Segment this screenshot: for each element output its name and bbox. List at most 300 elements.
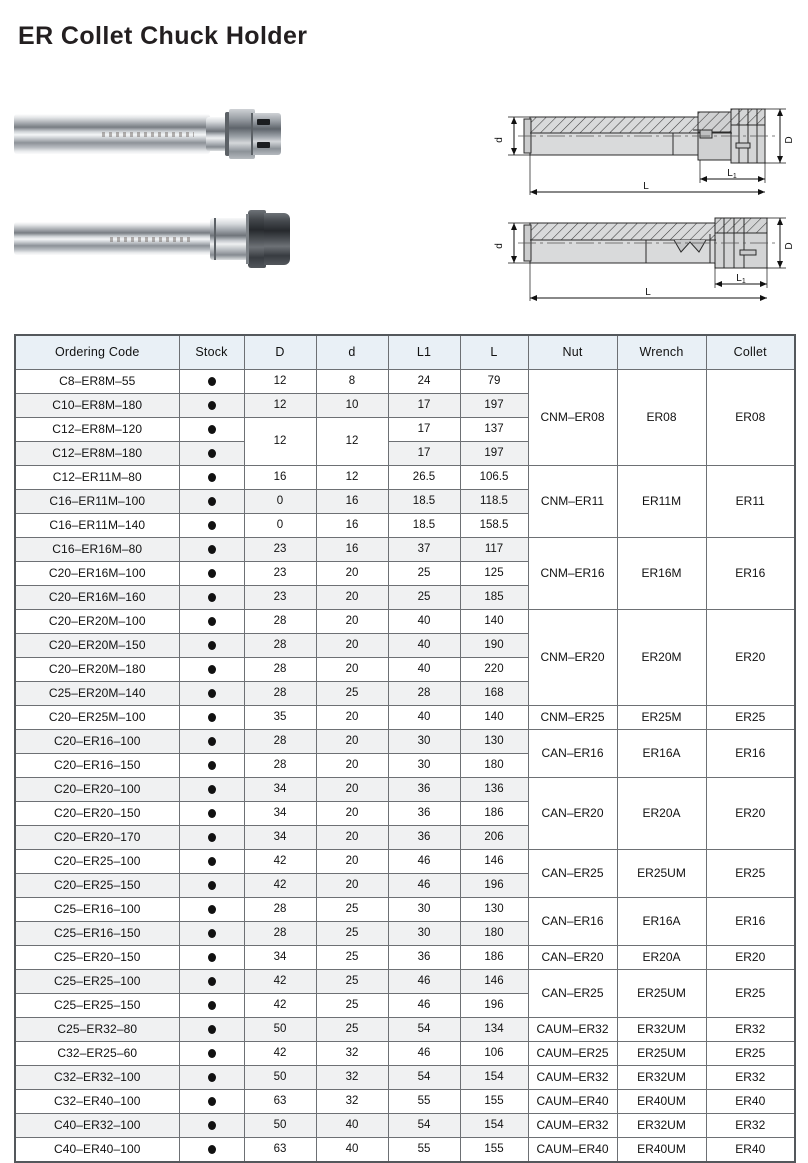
cell-D: 28 [244,610,316,634]
cell-D: 28 [244,634,316,658]
cell-nut: CAUM–ER25 [528,1042,617,1066]
cell-collet: ER11 [706,466,795,538]
stock-dot-icon [208,497,216,506]
cell-stock [179,1018,244,1042]
er-collet-chuck-holder-photo-steel-nut [14,96,314,172]
table-row [15,706,795,730]
cell-L: 130 [460,898,528,922]
cell-D: 42 [244,874,316,898]
cell-stock [179,994,244,1018]
cell-wrench: ER32UM [617,1018,706,1042]
cell-L: 158.5 [460,514,528,538]
cell-ordering-code: C40–ER40–100 [15,1138,179,1163]
cell-d: 12 [316,418,388,466]
cell-wrench: ER40UM [617,1138,706,1163]
cell-L: 155 [460,1138,528,1163]
cell-wrench: ER20M [617,610,706,706]
stock-dot-icon [208,761,216,770]
cross-section-drawing-top [478,86,798,196]
cell-L: 117 [460,538,528,562]
table-row [15,466,795,490]
stock-dot-icon [208,833,216,842]
cell-stock [179,394,244,418]
cell-d: 20 [316,802,388,826]
cell-wrench: ER40UM [617,1090,706,1114]
cell-L1: 46 [388,1042,460,1066]
cell-D: 34 [244,946,316,970]
cell-L: 137 [460,418,528,442]
cell-ordering-code: C25–ER16–100 [15,898,179,922]
cell-d: 40 [316,1138,388,1163]
cell-stock [179,754,244,778]
cell-L: 125 [460,562,528,586]
cell-L1: 30 [388,922,460,946]
stock-dot-icon [208,857,216,866]
stock-dot-icon [208,593,216,602]
cell-stock [179,514,244,538]
cell-L: 197 [460,442,528,466]
table-row [15,730,795,754]
cell-wrench: ER25UM [617,970,706,1018]
cell-d: 32 [316,1090,388,1114]
cell-wrench: ER08 [617,370,706,466]
stock-dot-icon [208,713,216,722]
cell-d: 16 [316,490,388,514]
cell-ordering-code: C12–ER8M–120 [15,418,179,442]
stock-dot-icon [208,449,216,458]
cross-section-drawing-bottom [478,194,798,309]
column-header-d: D [244,335,316,370]
cell-stock [179,634,244,658]
dim-label-L1: $L_1$ [736,273,746,285]
cell-L: 140 [460,706,528,730]
stock-dot-icon [208,1145,216,1154]
cell-collet: ER40 [706,1090,795,1114]
stock-dot-icon [208,881,216,890]
cell-stock [179,850,244,874]
cell-L1: 40 [388,658,460,682]
cell-stock [179,682,244,706]
cell-collet: ER16 [706,730,795,778]
cell-nut: CAN–ER20 [528,778,617,850]
cell-L: 185 [460,586,528,610]
cell-stock [179,418,244,442]
cell-D: 42 [244,1042,316,1066]
cell-wrench: ER32UM [617,1066,706,1090]
cell-L1: 46 [388,970,460,994]
cell-nut: CAUM–ER32 [528,1114,617,1138]
table-row [15,850,795,874]
cell-L1: 30 [388,898,460,922]
cell-D: 23 [244,538,316,562]
cell-L: 106.5 [460,466,528,490]
cell-d: 25 [316,898,388,922]
cell-D: 42 [244,970,316,994]
cell-D: 63 [244,1138,316,1163]
cell-L1: 36 [388,802,460,826]
cell-d: 20 [316,730,388,754]
cell-ordering-code: C16–ER11M–100 [15,490,179,514]
cell-L: 196 [460,874,528,898]
cell-nut: CNM–ER16 [528,538,617,610]
cell-d: 16 [316,514,388,538]
cell-collet: ER32 [706,1066,795,1090]
cell-stock [179,658,244,682]
cell-L1: 17 [388,418,460,442]
cell-nut: CAN–ER25 [528,850,617,898]
cell-stock [179,802,244,826]
cell-L: 196 [460,994,528,1018]
cell-L1: 17 [388,442,460,466]
table-row [15,1066,795,1090]
cell-L: 118.5 [460,490,528,514]
cell-ordering-code: C20–ER20M–180 [15,658,179,682]
cell-L: 106 [460,1042,528,1066]
cell-ordering-code: C20–ER25M–100 [15,706,179,730]
cell-nut: CNM–ER20 [528,610,617,706]
cell-d: 20 [316,562,388,586]
cell-collet: ER32 [706,1114,795,1138]
cell-collet: ER25 [706,970,795,1018]
cell-L: 130 [460,730,528,754]
stock-dot-icon [208,665,216,674]
cell-stock [179,946,244,970]
cell-D: 34 [244,802,316,826]
cell-L: 168 [460,682,528,706]
cell-L1: 18.5 [388,490,460,514]
table-row [15,1090,795,1114]
dim-label-D: D [784,136,795,144]
dim-label-L1: $L_1$ [727,168,737,180]
cell-ordering-code: C20–ER25–150 [15,874,179,898]
cell-ordering-code: C20–ER16M–160 [15,586,179,610]
cell-L1: 24 [388,370,460,394]
cell-stock [179,922,244,946]
cell-collet: ER08 [706,370,795,466]
stock-dot-icon [208,1049,216,1058]
cell-wrench: ER16M [617,538,706,610]
cell-stock [179,442,244,466]
cell-d: 20 [316,706,388,730]
cell-D: 28 [244,730,316,754]
cell-L1: 36 [388,778,460,802]
cell-D: 12 [244,370,316,394]
cell-D: 28 [244,682,316,706]
table-row [15,1042,795,1066]
cell-ordering-code: C12–ER8M–180 [15,442,179,466]
cell-ordering-code: C25–ER16–150 [15,922,179,946]
cell-L: 180 [460,922,528,946]
cell-ordering-code: C32–ER40–100 [15,1090,179,1114]
table-header-row [15,335,795,370]
cell-ordering-code: C16–ER16M–80 [15,538,179,562]
cell-stock [179,970,244,994]
table-row [15,370,795,394]
cell-ordering-code: C10–ER8M–180 [15,394,179,418]
cell-D: 12 [244,394,316,418]
cell-d: 25 [316,994,388,1018]
cell-D: 50 [244,1066,316,1090]
cell-L: 220 [460,658,528,682]
cell-collet: ER16 [706,898,795,946]
cell-ordering-code: C12–ER11M–80 [15,466,179,490]
stock-dot-icon [208,905,216,914]
cell-stock [179,610,244,634]
stock-dot-icon [208,569,216,578]
cell-D: 50 [244,1018,316,1042]
stock-dot-icon [208,929,216,938]
cell-stock [179,562,244,586]
cell-L1: 28 [388,682,460,706]
column-header-nut: Nut [528,335,617,370]
cell-D: 16 [244,466,316,490]
cell-wrench: ER11M [617,466,706,538]
cell-wrench: ER20A [617,778,706,850]
cell-L1: 46 [388,994,460,1018]
cell-D: 42 [244,850,316,874]
cell-D: 0 [244,514,316,538]
cell-L: 206 [460,826,528,850]
column-header-ordering-code: Ordering Code [15,335,179,370]
stock-dot-icon [208,641,216,650]
cell-L1: 18.5 [388,514,460,538]
cell-D: 63 [244,1090,316,1114]
cell-L1: 36 [388,826,460,850]
cell-d: 20 [316,778,388,802]
cell-ordering-code: C25–ER32–80 [15,1018,179,1042]
cell-d: 16 [316,538,388,562]
cell-d: 25 [316,922,388,946]
stock-dot-icon [208,617,216,626]
stock-dot-icon [208,401,216,410]
cell-L1: 55 [388,1138,460,1163]
cell-stock [179,1138,244,1163]
cell-nut: CAN–ER20 [528,946,617,970]
cell-collet: ER20 [706,778,795,850]
cell-d: 20 [316,850,388,874]
cell-ordering-code: C20–ER20M–150 [15,634,179,658]
cell-d: 40 [316,1114,388,1138]
cell-L: 134 [460,1018,528,1042]
cell-collet: ER16 [706,538,795,610]
cell-stock [179,466,244,490]
cell-wrench: ER32UM [617,1114,706,1138]
cell-stock [179,1114,244,1138]
cell-wrench: ER16A [617,730,706,778]
cell-d: 25 [316,1018,388,1042]
stock-dot-icon [208,425,216,434]
stock-dot-icon [208,977,216,986]
cell-ordering-code: C20–ER20M–100 [15,610,179,634]
cell-L: 190 [460,634,528,658]
cell-wrench: ER25UM [617,1042,706,1066]
cell-ordering-code: C20–ER20–170 [15,826,179,850]
cell-ordering-code: C20–ER16–100 [15,730,179,754]
cell-D: 50 [244,1114,316,1138]
dim-label-L: L [643,181,649,192]
cell-L: 140 [460,610,528,634]
cell-d: 20 [316,634,388,658]
cell-d: 25 [316,682,388,706]
cell-d: 12 [316,466,388,490]
cell-L: 154 [460,1114,528,1138]
cell-L1: 36 [388,946,460,970]
cell-nut: CAN–ER25 [528,970,617,1018]
dim-label-d: d [494,243,505,249]
cell-d: 10 [316,394,388,418]
cell-d: 25 [316,946,388,970]
cell-ordering-code: C20–ER25–100 [15,850,179,874]
table-row [15,970,795,994]
stock-dot-icon [208,953,216,962]
cell-collet: ER25 [706,1042,795,1066]
cell-L1: 46 [388,850,460,874]
cell-L1: 40 [388,610,460,634]
stock-dot-icon [208,377,216,386]
cell-D: 34 [244,826,316,850]
column-header-collet: Collet [706,335,795,370]
cell-ordering-code: C40–ER32–100 [15,1114,179,1138]
cell-nut: CAUM–ER40 [528,1090,617,1114]
cell-L1: 25 [388,586,460,610]
cell-d: 20 [316,586,388,610]
cell-collet: ER40 [706,1138,795,1163]
stock-dot-icon [208,1073,216,1082]
cell-ordering-code: C32–ER32–100 [15,1066,179,1090]
cell-ordering-code: C25–ER25–150 [15,994,179,1018]
cell-L: 154 [460,1066,528,1090]
cell-collet: ER25 [706,850,795,898]
table-row [15,538,795,562]
stock-dot-icon [208,785,216,794]
cell-stock [179,538,244,562]
cell-stock [179,1090,244,1114]
cell-D: 34 [244,778,316,802]
stock-dot-icon [208,545,216,554]
cell-collet: ER20 [706,610,795,706]
table-body [15,370,795,1163]
cell-ordering-code: C16–ER11M–140 [15,514,179,538]
cell-D: 12 [244,418,316,466]
cell-nut: CAUM–ER32 [528,1018,617,1042]
cell-D: 23 [244,586,316,610]
cell-d: 8 [316,370,388,394]
cell-L: 197 [460,394,528,418]
cell-L1: 54 [388,1066,460,1090]
cell-wrench: ER25M [617,706,706,730]
stock-dot-icon [208,473,216,482]
stock-dot-icon [208,737,216,746]
media-band [0,82,808,322]
cell-D: 28 [244,898,316,922]
cell-ordering-code: C20–ER16M–100 [15,562,179,586]
cell-L: 146 [460,970,528,994]
cell-D: 28 [244,754,316,778]
dim-label-D: D [784,242,795,250]
cell-D: 35 [244,706,316,730]
dim-label-L: L [645,287,651,298]
cell-wrench: ER20A [617,946,706,970]
column-header-l: L [460,335,528,370]
table-row [15,1114,795,1138]
cell-stock [179,490,244,514]
cell-wrench: ER25UM [617,850,706,898]
cell-L1: 54 [388,1018,460,1042]
cell-d: 20 [316,658,388,682]
cell-L1: 40 [388,706,460,730]
cell-L: 186 [460,946,528,970]
cell-D: 28 [244,658,316,682]
cell-d: 25 [316,970,388,994]
cell-nut: CNM–ER25 [528,706,617,730]
cell-L1: 17 [388,394,460,418]
table-row [15,1138,795,1163]
cell-L1: 46 [388,874,460,898]
stock-dot-icon [208,1097,216,1106]
cell-D: 23 [244,562,316,586]
cell-L: 79 [460,370,528,394]
cell-L: 155 [460,1090,528,1114]
table-header [15,335,795,370]
cell-stock [179,730,244,754]
cell-d: 20 [316,754,388,778]
stock-dot-icon [208,809,216,818]
cell-L: 146 [460,850,528,874]
cell-ordering-code: C25–ER25–100 [15,970,179,994]
cell-L: 136 [460,778,528,802]
cell-stock [179,898,244,922]
table-row [15,946,795,970]
stock-dot-icon [208,689,216,698]
cell-stock [179,778,244,802]
cell-stock [179,1066,244,1090]
cell-stock [179,370,244,394]
column-header-l1: L1 [388,335,460,370]
cell-L1: 30 [388,754,460,778]
cell-nut: CAN–ER16 [528,898,617,946]
cell-stock [179,826,244,850]
cell-nut: CNM–ER08 [528,370,617,466]
cell-d: 32 [316,1066,388,1090]
cell-stock [179,706,244,730]
column-header-wrench: Wrench [617,335,706,370]
cell-L1: 30 [388,730,460,754]
cell-d: 20 [316,874,388,898]
cell-L1: 40 [388,634,460,658]
cell-L1: 55 [388,1090,460,1114]
table-row [15,778,795,802]
cell-d: 20 [316,610,388,634]
cell-D: 28 [244,922,316,946]
cell-nut: CAUM–ER40 [528,1138,617,1163]
cell-nut: CNM–ER11 [528,466,617,538]
cell-ordering-code: C32–ER25–60 [15,1042,179,1066]
cell-L1: 37 [388,538,460,562]
cell-collet: ER20 [706,946,795,970]
cell-nut: CAUM–ER32 [528,1066,617,1090]
cell-L1: 25 [388,562,460,586]
specification-table [14,334,796,1163]
cell-stock [179,586,244,610]
stock-dot-icon [208,1025,216,1034]
specification-table-container [14,334,794,1163]
stock-dot-icon [208,521,216,530]
er-collet-chuck-holder-photo-black-nut [14,200,324,280]
cell-L1: 26.5 [388,466,460,490]
cell-ordering-code: C25–ER20M–140 [15,682,179,706]
cell-d: 20 [316,826,388,850]
cell-D: 0 [244,490,316,514]
